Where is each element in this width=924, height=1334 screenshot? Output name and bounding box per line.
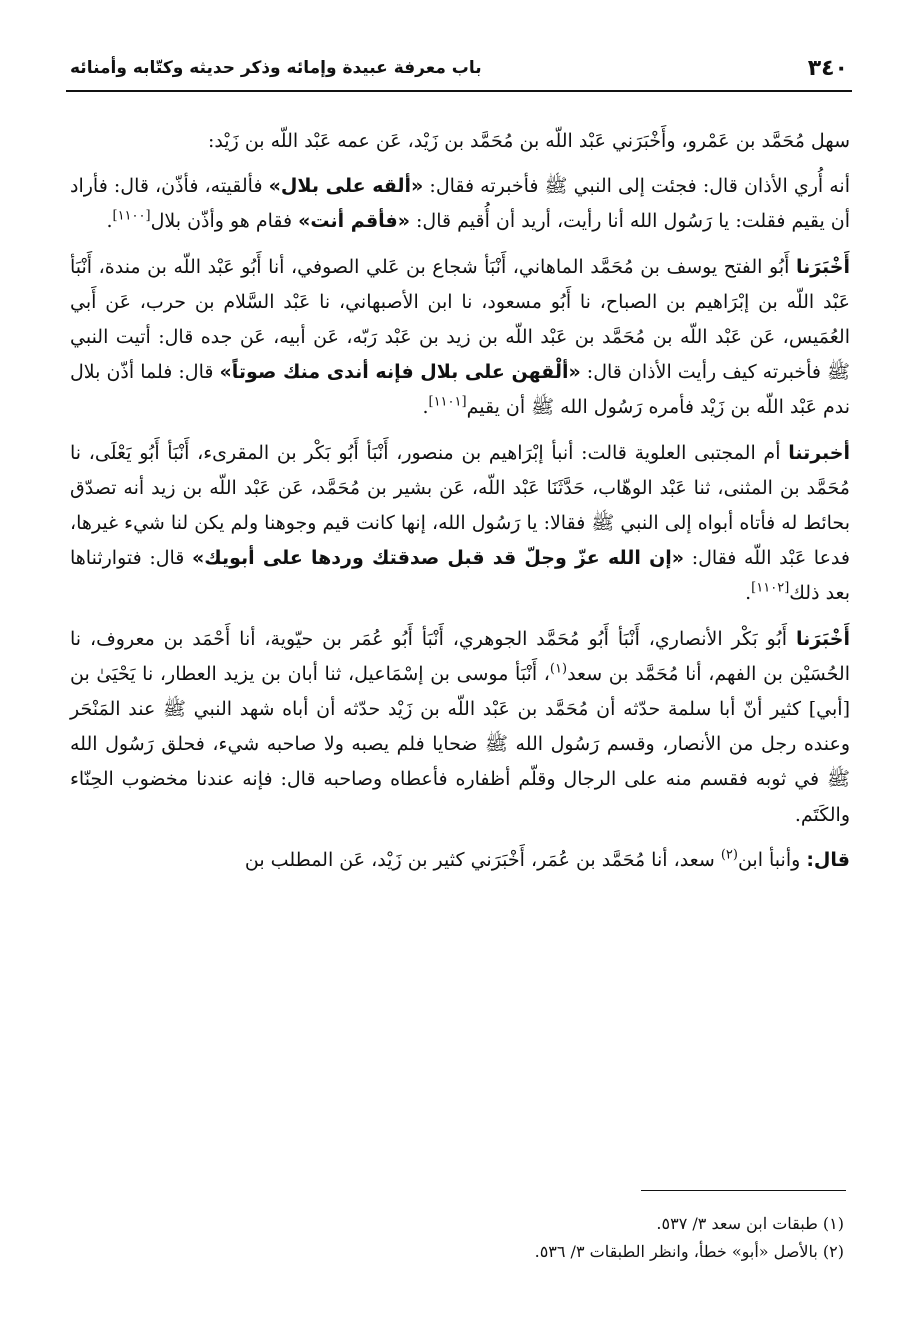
page-number: ٣٤٠ <box>807 55 848 81</box>
paragraph-text: قال: فلما أذّن بلال ندم عَبْد اللّه بن زَيْد فأمره رَسُول الله ﷺ أن يقيم <box>70 361 850 419</box>
paragraph-text: ، أَنْبَأ موسى بن إسْمَاعيل، ثنا أبان بن يزيد العطار، نا يَحْيَىٰ بن [أبي] كثير أنّ أبا سلمة حدّثه أن مُحَمَّد بن عَبْد اللّه بن زَيْد حدّثه أن أباه شهد النبي ﷺ عند المَنْحَر وعنده رجل من الأنصار، وقسم رَسُول الله ﷺ ضحايا فلم يصبه ولا صاحبه شيء، فحلق رَسُول الله ﷺ في ثوبه فقسم منه على الرجال وقلّم أظفاره فأعطاه وصاحبه قال: فإنه عندنا مخضوب الحِنّاء والكَتَم. <box>70 662 850 826</box>
hadith-number: [١١٠١] <box>428 395 467 411</box>
footnote-divider <box>641 1190 846 1191</box>
lead-word: أخبرتنا <box>788 441 850 464</box>
paragraph-p4 <box>70 436 850 612</box>
footnote-2 <box>300 1238 844 1266</box>
paragraph-text: . <box>745 582 752 605</box>
paragraph-text: فألقيته، فأذّن، قال: فأراد أن يقيم فقلت: يا رَسُول الله أنا رأيت، أريد أن أُقيم قال: <box>70 175 850 233</box>
chapter-title: باب معرفة عبيدة وإمائه وذكر حديثه وكتّابه وأمنائه <box>70 58 482 78</box>
paragraph-text: فقام هو وأذّن بلال <box>150 210 299 233</box>
lead-word: أَخْبَرَنا <box>795 627 850 650</box>
paragraph-text: أَبُو الفتح يوسف بن مُحَمَّد الماهاني، أَنْبَأ شجاع بن عَلي الصوفي، أنا أَبُو عَبْد اللّه بن مندة، أَنْبَأ عَبْد اللّه بن إبْرَاهيم بن الصباح، نا أَبُو مسعود، نا ابن الأصبهاني، نا عَبْد السَّلام بن حرب، عَن أَبي العُمَيس، عَن عَبْد اللّه بن مُحَمَّد بن عَبْد اللّه بن زيد بن عَبْد رَبّه، عَن أبيه، عَن جده قال: أتيت النبي ﷺ فأخبرته كيف رأيت الأذان قال: <box>70 255 850 384</box>
footnotes <box>300 1210 844 1266</box>
paragraph-p3 <box>70 250 850 426</box>
hadith-quote: «ألقه على بلال» <box>268 175 424 198</box>
paragraph-p6 <box>70 843 850 878</box>
paragraph-text: سهل مُحَمَّد بن عَمْرو، وأَخْبَرَني عَبْد اللّه بن مُحَمَّد بن زَيْد، عَن عمه عَبْد اللّه بن زَيْد: <box>207 130 850 152</box>
hadith-quote: «فأقم أنت» <box>298 210 410 233</box>
paragraph-text: أَبُو بَكْر الأنصاري، أَنْبَأ أَبُو مُحَمَّد الجوهري، أَنْبَأ أَبُو عُمَر بن حيّوية، أنا أَحْمَد بن معروف، نا الحُسَيْن بن الفهم، أنا مُحَمَّد بن سعد <box>70 627 850 685</box>
paragraph-text: أنه أُري الأذان قال: فجئت إلى النبي ﷺ فأخبرته فقال: <box>423 175 850 198</box>
lead-word: أَخْبَرَنا <box>795 255 850 278</box>
lead-word: قال: <box>806 848 850 871</box>
paragraph-text: . <box>106 210 113 233</box>
footnote-marker: (٢) <box>720 847 738 863</box>
footnote-text: بالأصل «أبو» خطأ، وانظر الطبقات ٣/ ٥٣٦. <box>534 1242 818 1261</box>
paragraph-p2 <box>70 169 850 239</box>
paragraph-text: . <box>422 396 429 419</box>
paragraph-text: قال: فتوارثناها بعد ذلك <box>70 547 850 605</box>
footnote-1 <box>300 1210 844 1238</box>
paragraph-p5 <box>70 622 850 833</box>
hadith-quote: «ألْقهن على بلال فإنه أندى منك صوتاً» <box>219 361 581 384</box>
running-head <box>66 52 852 92</box>
paragraph-p1 <box>70 124 850 159</box>
footnote-marker: (١) <box>549 661 568 677</box>
hadith-number: [١١٠٠] <box>112 209 151 225</box>
footnote-text: طبقات ابن سعد ٣/ ٥٣٧. <box>656 1214 818 1233</box>
paragraph-text: وأنبأ ابن <box>737 848 807 871</box>
paragraph-text: سعد، أنا مُحَمَّد بن عُمَر، أَخْبَرَني كثير بن زَيْد، عَن المطلب بن <box>244 848 721 871</box>
paragraph-text: أم المجتبى العلوية قالت: أنبأ إبْرَاهيم بن منصور، أَنْبَأ أَبُو بَكْر بن المقرىء، أَنْبَأ أَبُو يَعْلَى، نا مُحَمَّد بن المثنى، ثنا عَبْد الوهّاب، حَدَّثَنَا عَبْد اللّه، عَن بشير بن مُحَمَّد، عَن عَبْد اللّه بن زيد أنه تصدّق بحائط له فأتاه أبواه إلى النبي ﷺ فقالا: يا رَسُول الله، إنها كانت قيم وجوهنا ولم يكن لنا شيء غيرها، فدعا عَبْد اللّه فقال: <box>70 441 850 570</box>
footnote-number: (٢) <box>822 1242 844 1261</box>
hadith-quote: «إن الله عزّ وجلّ قد قبل صدقتك وردها على أبويك» <box>192 547 685 570</box>
hadith-number: [١١٠٢] <box>751 581 790 597</box>
footnote-number: (١) <box>822 1214 844 1233</box>
main-text <box>70 124 850 888</box>
